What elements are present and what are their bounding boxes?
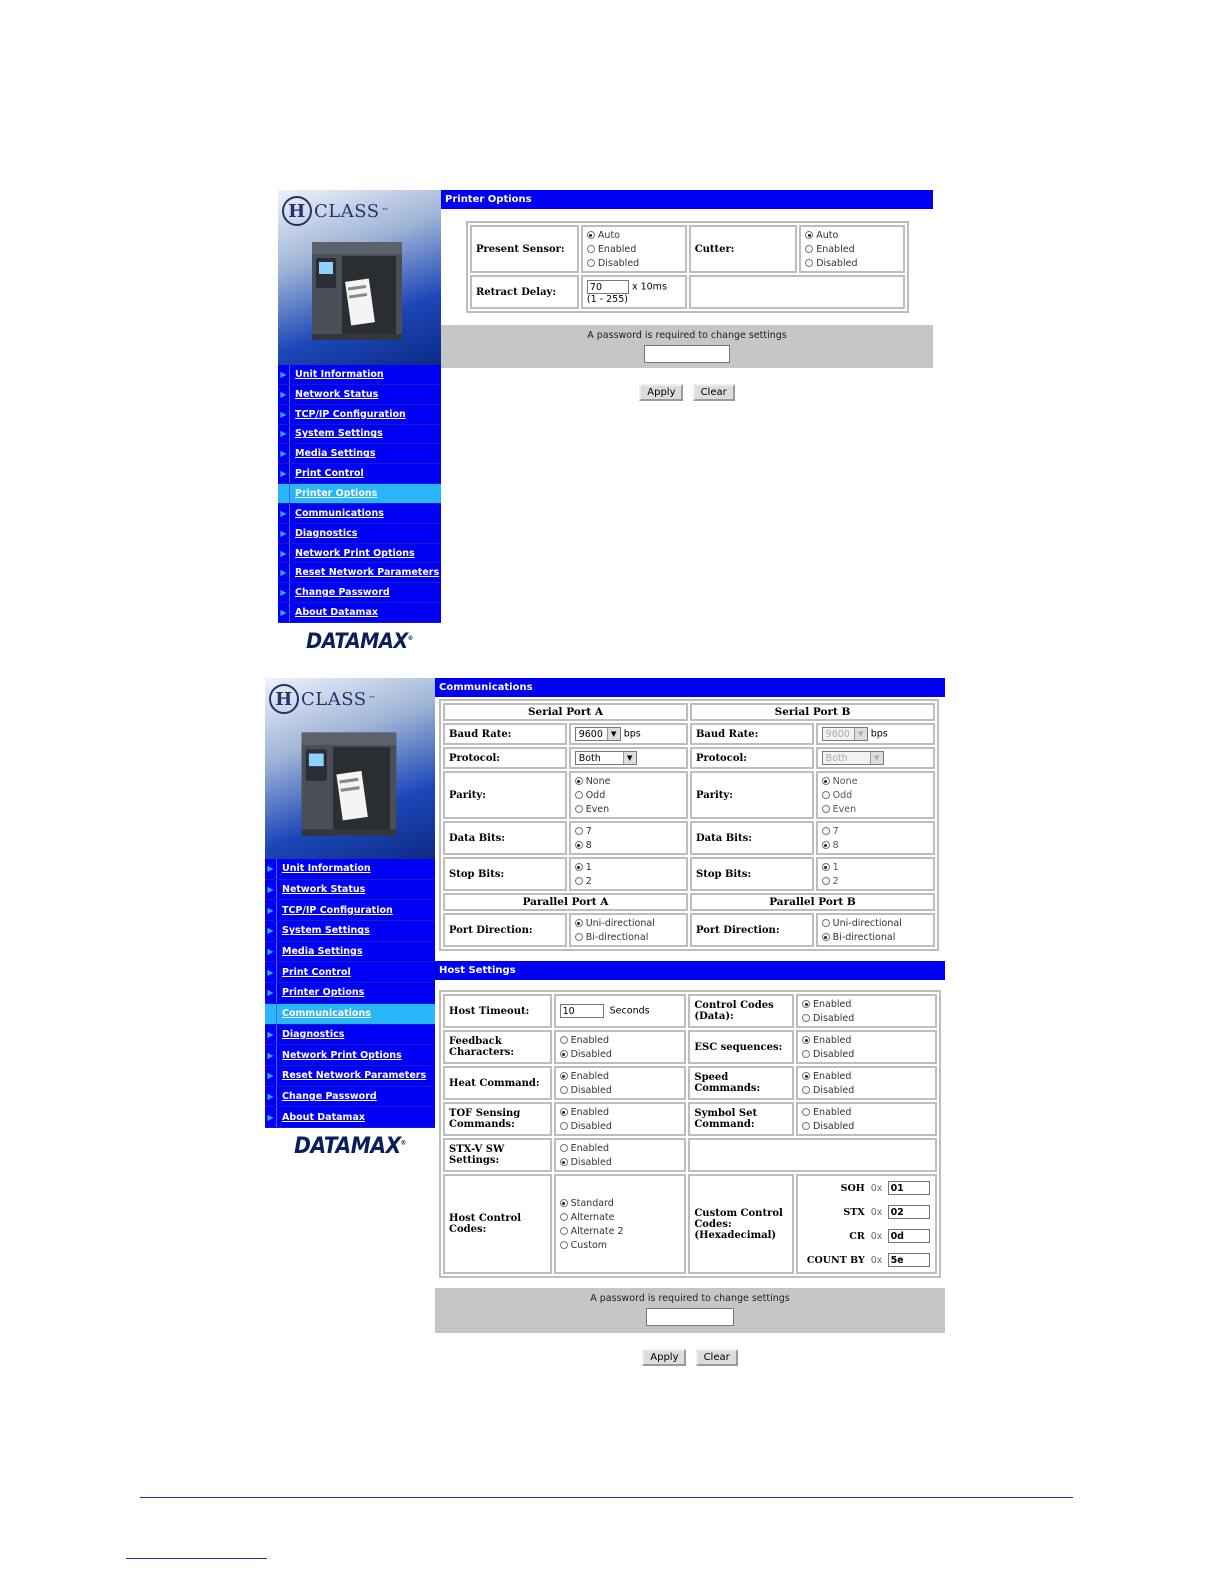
baud-unit: bps: [623, 728, 641, 740]
stx-input[interactable]: 02: [888, 1205, 930, 1219]
section-title: Printer Options: [441, 190, 933, 209]
sidebar-item-reset-network-parameters[interactable]: [278, 563, 441, 583]
sidebar: [265, 678, 435, 1159]
cutter-auto[interactable]: Auto: [805, 228, 899, 242]
custom-control-codes-label: Custom Control Codes: (Hexadecimal): [688, 1174, 794, 1274]
host-settings-table: [439, 990, 941, 1278]
apply-button[interactable]: Apply: [639, 384, 683, 401]
baud-rate-a-label: Baud Rate:: [443, 723, 567, 745]
parity-a-label: Parity:: [443, 771, 567, 819]
footer-short-rule: [126, 1558, 267, 1559]
retract-delay-unit: x 10ms: [631, 281, 667, 292]
arrow-right-icon: ▶: [265, 942, 277, 962]
port-direction-b-uni[interactable]: Uni-directional: [822, 916, 929, 930]
sidebar-item-network-print-options[interactable]: [265, 1045, 435, 1066]
port-direction-a-label: Port Direction:: [443, 913, 567, 947]
sidebar-item-label: Media Settings: [282, 946, 363, 958]
present-sensor-disabled[interactable]: Disabled: [587, 256, 681, 270]
brand-banner: [278, 190, 441, 365]
stop-bits-a-2[interactable]: 2: [575, 874, 682, 888]
printer-image: [306, 234, 410, 346]
sidebar-item-communications[interactable]: [265, 1004, 435, 1025]
sidebar-item-unit-information[interactable]: [278, 365, 441, 385]
sidebar-item-label: Media Settings: [295, 448, 376, 460]
stxv-enabled[interactable]: Enabled: [560, 1141, 681, 1155]
host-timeout-input[interactable]: 10: [560, 1004, 604, 1018]
nav-menu: [278, 365, 441, 623]
tof-disabled[interactable]: Disabled: [560, 1119, 681, 1133]
sidebar-item-label: About Datamax: [282, 1111, 365, 1123]
control-codes-enabled[interactable]: Enabled: [802, 997, 931, 1011]
datamax-logo: DATAMAX®: [306, 628, 413, 653]
communications-table: [439, 699, 939, 951]
stop-bits-b-1[interactable]: 1: [822, 860, 929, 874]
sidebar-item-change-password[interactable]: [265, 1087, 435, 1108]
soh-label: SOH: [840, 1182, 865, 1194]
arrow-right-icon: ▶: [278, 385, 290, 404]
arrow-right-icon: ▶: [265, 1025, 277, 1045]
data-bits-a-8[interactable]: 8: [575, 838, 682, 852]
serial-port-a-header: Serial Port A: [443, 703, 688, 721]
parity-a-none[interactable]: None: [575, 774, 682, 788]
sidebar-item-unit-information[interactable]: [265, 859, 435, 880]
sidebar-item-label: Network Status: [295, 388, 379, 400]
printer-image: [295, 724, 405, 842]
sidebar-item-label: Network Status: [282, 884, 366, 896]
baud-unit: bps: [870, 728, 888, 740]
sidebar-item-label: TCP/IP Configuration: [282, 904, 393, 916]
stx-label: STX: [843, 1206, 865, 1218]
arrow-right-icon: ▶: [278, 603, 290, 622]
datamax-logo: DATAMAX®: [294, 1133, 406, 1159]
port-direction-a-uni[interactable]: Uni-directional: [575, 916, 682, 930]
tof-enabled[interactable]: Enabled: [560, 1105, 681, 1119]
sidebar-item-label: System Settings: [282, 925, 370, 937]
custom-codes-list: [798, 1176, 935, 1272]
feedback-enabled[interactable]: Enabled: [560, 1033, 681, 1047]
apply-button[interactable]: Apply: [642, 1349, 686, 1366]
esc-enabled[interactable]: Enabled: [802, 1033, 931, 1047]
serial-port-b-header: Serial Port B: [690, 703, 935, 721]
port-direction-b-label: Port Direction:: [690, 913, 814, 947]
parity-b-none[interactable]: None: [822, 774, 929, 788]
data-bits-a-7[interactable]: 7: [575, 824, 682, 838]
esc-disabled[interactable]: Disabled: [802, 1047, 931, 1061]
retract-delay-range: (1 - 255): [586, 293, 628, 305]
stxv-label: STX-V SW Settings:: [443, 1138, 552, 1172]
arrow-right-icon: ▶: [265, 962, 277, 982]
hex-prefix: 0x: [870, 1182, 883, 1194]
retract-delay-label: Retract Delay:: [470, 275, 579, 309]
host-control-standard[interactable]: Standard: [560, 1196, 681, 1210]
sidebar-item-network-status[interactable]: [278, 385, 441, 405]
host-timeout-label: Host Timeout:: [443, 994, 552, 1028]
cutter-enabled[interactable]: Enabled: [805, 242, 899, 256]
parity-a-odd[interactable]: Odd: [575, 788, 682, 802]
cutter-label: Cutter:: [689, 225, 798, 273]
password-bar: [441, 325, 933, 368]
cr-label: CR: [849, 1230, 865, 1242]
sidebar-item-network-status[interactable]: [265, 880, 435, 901]
control-codes-disabled[interactable]: Disabled: [802, 1011, 931, 1025]
password-note: A password is required to change settings: [587, 330, 787, 341]
sidebar-item-label: Print Control: [282, 966, 351, 978]
heat-enabled[interactable]: Enabled: [560, 1069, 681, 1083]
footer-rule: [140, 1497, 1073, 1498]
port-direction-a-bi[interactable]: Bi-directional: [575, 930, 682, 944]
sidebar-item-change-password[interactable]: [278, 583, 441, 603]
symbol-set-disabled[interactable]: Disabled: [802, 1119, 931, 1133]
parity-b-odd[interactable]: Odd: [822, 788, 929, 802]
sidebar-item-label: Communications: [282, 1008, 371, 1020]
host-control-alternate[interactable]: Alternate: [560, 1210, 681, 1224]
clear-button[interactable]: Clear: [696, 1349, 738, 1366]
arrow-right-icon: ▶: [265, 983, 277, 1003]
hex-prefix: 0x: [870, 1254, 883, 1266]
sidebar-item-label: Print Control: [295, 468, 364, 480]
heat-label: Heat Command:: [443, 1066, 552, 1100]
sidebar-item-label: About Datamax: [295, 607, 378, 619]
clear-button[interactable]: Clear: [693, 384, 735, 401]
button-row: [435, 1345, 945, 1366]
baud-rate-a-select[interactable]: 9600 ▼: [575, 727, 621, 741]
esc-label: ESC sequences:: [688, 1030, 794, 1064]
sidebar-item-label: Change Password: [295, 587, 390, 599]
feedback-disabled[interactable]: Disabled: [560, 1047, 681, 1061]
count-by-input[interactable]: 5e: [888, 1253, 930, 1267]
password-input[interactable]: [644, 345, 730, 363]
sidebar-item-communications[interactable]: [278, 504, 441, 524]
h-class-logo: H CLASS ™: [269, 684, 376, 714]
sidebar: [278, 190, 441, 653]
sidebar-item-print-control[interactable]: [265, 962, 435, 983]
baud-rate-b-select[interactable]: 9600 ▼: [822, 727, 868, 741]
sidebar-item-tcp-ip-configuration[interactable]: [278, 405, 441, 425]
speed-disabled[interactable]: Disabled: [802, 1083, 931, 1097]
communications-screenshot: [265, 678, 945, 1418]
sidebar-item-network-print-options[interactable]: [278, 544, 441, 564]
parity-b-even[interactable]: Even: [822, 802, 929, 816]
button-row: [441, 380, 933, 401]
sidebar-item-diagnostics[interactable]: [278, 524, 441, 544]
sidebar-item-tcp-ip-configuration[interactable]: [265, 900, 435, 921]
hex-prefix: 0x: [870, 1230, 883, 1242]
speed-enabled[interactable]: Enabled: [802, 1069, 931, 1083]
host-settings-title: Host Settings: [435, 961, 945, 980]
feedback-label: Feedback Characters:: [443, 1030, 552, 1064]
present-sensor-enabled[interactable]: Enabled: [587, 242, 681, 256]
data-bits-b-7[interactable]: 7: [822, 824, 929, 838]
protocol-b-select[interactable]: Both ▼: [822, 751, 884, 765]
sidebar-item-system-settings[interactable]: [278, 425, 441, 445]
arrow-right-icon: ▶: [265, 900, 277, 920]
parity-a-even[interactable]: Even: [575, 802, 682, 816]
parity-b-label: Parity:: [690, 771, 814, 819]
arrow-right-icon: ▶: [265, 1045, 277, 1065]
arrow-right-icon: ▶: [278, 484, 290, 503]
soh-input[interactable]: 01: [888, 1181, 930, 1195]
arrow-right-icon: ▶: [278, 504, 290, 523]
sidebar-item-label: Unit Information: [295, 368, 384, 380]
arrow-right-icon: ▶: [278, 563, 290, 582]
sidebar-item-media-settings[interactable]: [265, 942, 435, 963]
arrow-right-icon: ▶: [278, 444, 290, 463]
parallel-port-a-header: Parallel Port A: [443, 893, 688, 911]
sidebar-item-print-control[interactable]: [278, 464, 441, 484]
sidebar-item-label: Reset Network Parameters: [295, 567, 440, 579]
sidebar-item-printer-options[interactable]: [278, 484, 441, 504]
host-control-codes-label: Host Control Codes:: [443, 1174, 552, 1274]
retract-delay-input[interactable]: 70: [587, 280, 629, 294]
hex-prefix: 0x: [870, 1206, 883, 1218]
arrow-right-icon: ▶: [278, 365, 290, 384]
sidebar-item-label: Communications: [295, 507, 384, 519]
sidebar-item-about-datamax[interactable]: [265, 1107, 435, 1128]
password-note: A password is required to change settings: [590, 1293, 790, 1304]
baud-rate-b-label: Baud Rate:: [690, 723, 814, 745]
sidebar-item-system-settings[interactable]: [265, 921, 435, 942]
speed-label: Speed Commands:: [688, 1066, 794, 1100]
sidebar-item-label: Network Print Options: [295, 547, 415, 559]
sidebar-item-label: Unit Information: [282, 863, 371, 875]
sidebar-item-label: Reset Network Parameters: [282, 1070, 427, 1082]
sidebar-item-label: Network Print Options: [282, 1049, 402, 1061]
cr-input[interactable]: 0d: [888, 1229, 930, 1243]
h-class-logo: H CLASS ™: [282, 196, 389, 226]
communications-title: Communications: [435, 678, 945, 697]
arrow-right-icon: ▶: [265, 921, 277, 941]
sidebar-item-about-datamax[interactable]: [278, 603, 441, 623]
control-codes-label: Control Codes (Data):: [688, 994, 794, 1028]
arrow-right-icon: ▶: [278, 425, 290, 444]
arrow-right-icon: ▶: [278, 464, 290, 483]
arrow-right-icon: ▶: [265, 1107, 277, 1127]
sidebar-item-reset-network-parameters[interactable]: [265, 1066, 435, 1087]
arrow-right-icon: ▶: [265, 880, 277, 900]
communications-panel: [435, 678, 945, 1366]
protocol-a-label: Protocol:: [443, 747, 567, 769]
arrow-right-icon: ▶: [265, 1004, 277, 1024]
stop-bits-a-label: Stop Bits:: [443, 857, 567, 891]
arrow-right-icon: ▶: [265, 859, 277, 879]
sidebar-item-label: Change Password: [282, 1090, 377, 1102]
present-sensor-label: Present Sensor:: [470, 225, 579, 273]
sidebar-item-label: Diagnostics: [295, 527, 358, 539]
data-bits-b-label: Data Bits:: [690, 821, 814, 855]
brand-banner: [265, 678, 435, 859]
sidebar-item-label: Diagnostics: [282, 1028, 345, 1040]
arrow-right-icon: ▶: [278, 544, 290, 563]
protocol-b-label: Protocol:: [690, 747, 814, 769]
sidebar-item-diagnostics[interactable]: [265, 1025, 435, 1046]
stop-bits-b-2[interactable]: 2: [822, 874, 929, 888]
nav-menu: [265, 859, 435, 1128]
data-bits-b-8[interactable]: 8: [822, 838, 929, 852]
arrow-right-icon: ▶: [278, 524, 290, 543]
arrow-right-icon: ▶: [265, 1087, 277, 1107]
sidebar-item-label: Printer Options: [282, 987, 365, 999]
arrow-right-icon: ▶: [278, 405, 290, 424]
parallel-port-b-header: Parallel Port B: [690, 893, 935, 911]
host-control-alternate-2[interactable]: Alternate 2: [560, 1224, 681, 1238]
port-direction-b-bi[interactable]: Bi-directional: [822, 930, 929, 944]
printer-options-table: [466, 221, 909, 313]
tof-label: TOF Sensing Commands:: [443, 1102, 552, 1136]
arrow-right-icon: ▶: [278, 583, 290, 602]
protocol-a-select[interactable]: Both ▼: [575, 751, 637, 765]
count-by-label: COUNT BY: [806, 1254, 865, 1266]
password-bar: [435, 1288, 945, 1333]
printer-options-panel: [441, 190, 933, 401]
present-sensor-auto[interactable]: Auto: [587, 228, 681, 242]
symbol-set-enabled[interactable]: Enabled: [802, 1105, 931, 1119]
printer-options-screenshot: [278, 190, 933, 660]
sidebar-item-media-settings[interactable]: [278, 444, 441, 464]
heat-disabled[interactable]: Disabled: [560, 1083, 681, 1097]
stxv-disabled[interactable]: Disabled: [560, 1155, 681, 1169]
symbol-set-label: Symbol Set Command:: [688, 1102, 794, 1136]
sidebar-item-label: Printer Options: [295, 487, 378, 499]
seconds-unit: Seconds: [609, 1005, 650, 1017]
password-input[interactable]: [646, 1308, 734, 1326]
arrow-right-icon: ▶: [265, 1066, 277, 1086]
stop-bits-b-label: Stop Bits:: [690, 857, 814, 891]
sidebar-item-printer-options[interactable]: [265, 983, 435, 1004]
stop-bits-a-1[interactable]: 1: [575, 860, 682, 874]
data-bits-a-label: Data Bits:: [443, 821, 567, 855]
sidebar-item-label: TCP/IP Configuration: [295, 408, 406, 420]
cutter-disabled[interactable]: Disabled: [805, 256, 899, 270]
sidebar-item-label: System Settings: [295, 428, 383, 440]
host-control-custom[interactable]: Custom: [560, 1238, 681, 1252]
